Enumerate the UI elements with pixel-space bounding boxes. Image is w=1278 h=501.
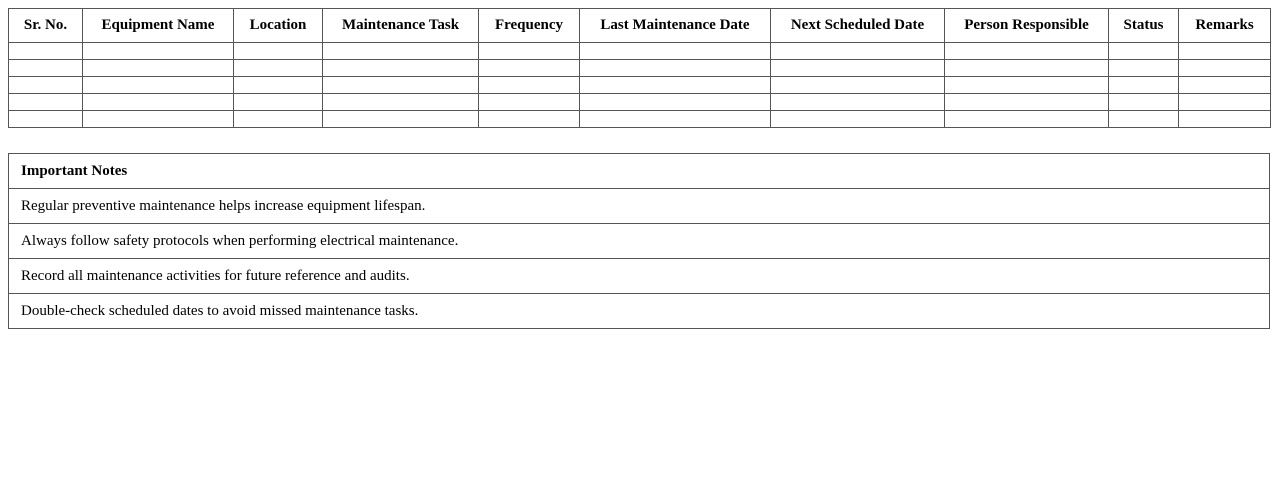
table-cell: [580, 77, 771, 94]
table-cell: [323, 43, 479, 60]
table-cell: [83, 77, 234, 94]
table-row: [9, 77, 1271, 94]
table-cell: [323, 77, 479, 94]
table-cell: [1179, 77, 1271, 94]
table-header-row: [9, 9, 1271, 43]
table-cell: [479, 77, 580, 94]
table-cell: [945, 94, 1109, 111]
note-item: Double-check scheduled dates to avoid missed maintenance tasks.: [9, 294, 1270, 329]
table-cell: [323, 60, 479, 77]
table-cell: [479, 43, 580, 60]
table-cell: [9, 77, 83, 94]
table-cell: [1179, 60, 1271, 77]
note-row: [9, 259, 1270, 294]
table-cell: [9, 111, 83, 128]
table-cell: [1179, 43, 1271, 60]
table-cell: [1179, 94, 1271, 111]
column-header-frequency: Frequency: [479, 9, 580, 43]
table-cell: [9, 43, 83, 60]
table-cell: [945, 111, 1109, 128]
table-cell: [771, 60, 945, 77]
column-header-next-scheduled-date: Next Scheduled Date: [771, 9, 945, 43]
column-header-person-responsible: Person Responsible: [945, 9, 1109, 43]
table-cell: [945, 60, 1109, 77]
table-cell: [945, 77, 1109, 94]
note-item: Always follow safety protocols when performing electrical maintenance.: [9, 224, 1270, 259]
table-cell: [479, 94, 580, 111]
maintenance-schedule-table: [8, 8, 1271, 128]
note-row: [9, 224, 1270, 259]
table-cell: [1109, 111, 1179, 128]
table-cell: [234, 60, 323, 77]
column-header-location: Location: [234, 9, 323, 43]
note-item: Record all maintenance activities for future reference and audits.: [9, 259, 1270, 294]
notes-title: Important Notes: [9, 154, 1270, 189]
column-header-remarks: Remarks: [1179, 9, 1271, 43]
table-cell: [323, 111, 479, 128]
table-cell: [234, 94, 323, 111]
table-cell: [234, 111, 323, 128]
maintenance-table-body: [9, 43, 1271, 128]
table-cell: [479, 60, 580, 77]
table-cell: [1109, 94, 1179, 111]
table-cell: [580, 94, 771, 111]
table-cell: [479, 111, 580, 128]
column-header-sr-no: Sr. No.: [9, 9, 83, 43]
table-row: [9, 43, 1271, 60]
note-row: [9, 294, 1270, 329]
note-row: [9, 189, 1270, 224]
table-cell: [580, 60, 771, 77]
table-cell: [580, 111, 771, 128]
table-cell: [771, 94, 945, 111]
table-row: [9, 111, 1271, 128]
table-cell: [234, 43, 323, 60]
table-cell: [9, 60, 83, 77]
notes-header-row: [9, 154, 1270, 189]
column-header-status: Status: [1109, 9, 1179, 43]
note-item: Regular preventive maintenance helps increase equipment lifespan.: [9, 189, 1270, 224]
table-cell: [580, 43, 771, 60]
table-row: [9, 60, 1271, 77]
table-cell: [83, 60, 234, 77]
table-cell: [771, 111, 945, 128]
table-cell: [1109, 60, 1179, 77]
table-cell: [1109, 77, 1179, 94]
table-cell: [83, 111, 234, 128]
table-cell: [1109, 43, 1179, 60]
important-notes-table: [8, 153, 1270, 329]
table-cell: [771, 77, 945, 94]
column-header-last-maintenance-date: Last Maintenance Date: [580, 9, 771, 43]
table-cell: [9, 94, 83, 111]
table-row: [9, 94, 1271, 111]
table-cell: [945, 43, 1109, 60]
table-cell: [771, 43, 945, 60]
table-cell: [83, 94, 234, 111]
column-header-maintenance-task: Maintenance Task: [323, 9, 479, 43]
table-cell: [234, 77, 323, 94]
table-cell: [1179, 111, 1271, 128]
table-cell: [323, 94, 479, 111]
column-header-equipment-name: Equipment Name: [83, 9, 234, 43]
table-cell: [83, 43, 234, 60]
